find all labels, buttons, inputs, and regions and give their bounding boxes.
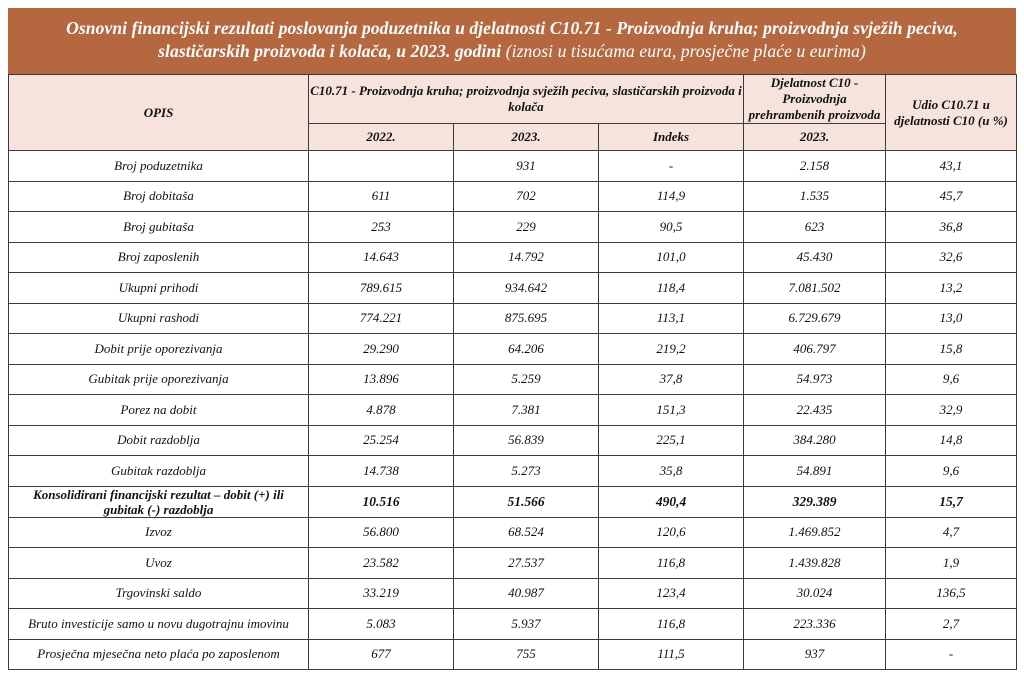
row-value-index: 118,4 — [599, 273, 744, 304]
table-row — [9, 181, 1017, 212]
row-value-index: 35,8 — [599, 456, 744, 487]
row-value-index: - — [599, 151, 744, 182]
row-value-2023: 7.381 — [454, 395, 599, 426]
row-value-share: 9,6 — [886, 456, 1017, 487]
row-value-2023: 229 — [454, 212, 599, 243]
row-description: Broj poduzetnika — [9, 151, 309, 182]
row-value-index: 111,5 — [599, 639, 744, 670]
row-value-2022: 611 — [309, 181, 454, 212]
header-group-c1071: C10.71 - Proizvodnja kruha; proizvodnja svježih peciva, slastičarskih proizvoda i kolača — [309, 75, 744, 124]
table-row — [9, 212, 1017, 243]
row-value-2022: 14.643 — [309, 242, 454, 273]
row-description: Dobit prije oporezivanja — [9, 334, 309, 365]
row-value-2023: 875.695 — [454, 303, 599, 334]
row-description: Gubitak prije oporezivanja — [9, 364, 309, 395]
header-udio: Udio C10.71 u djelatnosti C10 (u %) — [886, 75, 1017, 151]
row-value-2023: 934.642 — [454, 273, 599, 304]
row-value-c10-2023: 1.535 — [744, 181, 886, 212]
row-value-index: 90,5 — [599, 212, 744, 243]
row-value-share: 2,7 — [886, 609, 1017, 640]
row-value-2023: 5.259 — [454, 364, 599, 395]
row-value-share: 15,7 — [886, 486, 1017, 517]
row-value-c10-2023: 2.158 — [744, 151, 886, 182]
row-value-share: 13,0 — [886, 303, 1017, 334]
row-value-2022: 23.582 — [309, 548, 454, 579]
table-row — [9, 395, 1017, 426]
table-row — [9, 609, 1017, 640]
table-title-banner — [8, 8, 1016, 74]
row-value-2022: 14.738 — [309, 456, 454, 487]
row-value-index: 490,4 — [599, 486, 744, 517]
table-body — [9, 151, 1017, 670]
row-value-2023: 68.524 — [454, 517, 599, 548]
row-value-2023: 56.839 — [454, 425, 599, 456]
table-title-strong: Osnovni financijski rezultati poslovanja poduzetnika u djelatnosti C10.71 - Proizvodnja kruha; proizvodnja svježih peciva, slastičarskih proizvoda i kolača, u 2023. godini — [66, 18, 958, 61]
row-description: Ukupni rashodi — [9, 303, 309, 334]
row-value-share: - — [886, 639, 1017, 670]
row-value-share: 43,1 — [886, 151, 1017, 182]
table-title-light: (iznosi u tisućama eura, prosječne plaće u eurima) — [505, 41, 866, 61]
table-header — [9, 75, 1017, 151]
row-value-c10-2023: 406.797 — [744, 334, 886, 365]
row-value-c10-2023: 1.439.828 — [744, 548, 886, 579]
row-value-c10-2023: 54.973 — [744, 364, 886, 395]
row-value-c10-2023: 6.729.679 — [744, 303, 886, 334]
row-value-share: 45,7 — [886, 181, 1017, 212]
row-value-c10-2023: 623 — [744, 212, 886, 243]
row-value-2023: 5.937 — [454, 609, 599, 640]
row-value-c10-2023: 30.024 — [744, 578, 886, 609]
table-row — [9, 242, 1017, 273]
row-value-share: 13,2 — [886, 273, 1017, 304]
row-value-index: 101,0 — [599, 242, 744, 273]
row-value-c10-2023: 329.389 — [744, 486, 886, 517]
table-row — [9, 151, 1017, 182]
row-value-c10-2023: 223.336 — [744, 609, 886, 640]
row-value-c10-2023: 54.891 — [744, 456, 886, 487]
row-description: Dobit razdoblja — [9, 425, 309, 456]
header-group-c10: Djelatnost C10 - Proizvodnja prehrambenih proizvoda — [744, 75, 886, 124]
row-description: Uvoz — [9, 548, 309, 579]
table-row — [9, 364, 1017, 395]
row-value-2022: 4.878 — [309, 395, 454, 426]
row-value-2022: 33.219 — [309, 578, 454, 609]
row-description: Prosječna mjesečna neto plaća po zaposlenom — [9, 639, 309, 670]
row-value-2023: 51.566 — [454, 486, 599, 517]
table-header-row-groups — [9, 75, 1017, 124]
row-value-c10-2023: 7.081.502 — [744, 273, 886, 304]
row-description: Gubitak razdoblja — [9, 456, 309, 487]
table-row — [9, 639, 1017, 670]
row-value-2023: 64.206 — [454, 334, 599, 365]
table-row — [9, 273, 1017, 304]
table-row — [9, 456, 1017, 487]
row-value-index: 114,9 — [599, 181, 744, 212]
row-value-c10-2023: 384.280 — [744, 425, 886, 456]
row-value-2022: 253 — [309, 212, 454, 243]
row-value-2023: 27.537 — [454, 548, 599, 579]
row-value-2023: 40.987 — [454, 578, 599, 609]
row-description: Broj dobitaša — [9, 181, 309, 212]
table-row — [9, 548, 1017, 579]
row-value-2023: 931 — [454, 151, 599, 182]
row-value-2022: 789.615 — [309, 273, 454, 304]
row-value-c10-2023: 1.469.852 — [744, 517, 886, 548]
row-value-2022: 774.221 — [309, 303, 454, 334]
row-value-2023: 5.273 — [454, 456, 599, 487]
row-description: Konsolidirani financijski rezultat – dobit (+) ili gubitak (-) razdoblja — [9, 486, 309, 517]
row-value-2022: 10.516 — [309, 486, 454, 517]
table-row — [9, 486, 1017, 517]
row-value-2022: 5.083 — [309, 609, 454, 640]
row-value-share: 1,9 — [886, 548, 1017, 579]
row-value-index: 120,6 — [599, 517, 744, 548]
row-description: Broj gubitaša — [9, 212, 309, 243]
row-value-index: 123,4 — [599, 578, 744, 609]
row-value-index: 116,8 — [599, 609, 744, 640]
row-description: Izvoz — [9, 517, 309, 548]
row-description: Broj zaposlenih — [9, 242, 309, 273]
row-value-2022: 56.800 — [309, 517, 454, 548]
table-row — [9, 334, 1017, 365]
table-row — [9, 303, 1017, 334]
row-description: Trgovinski saldo — [9, 578, 309, 609]
row-value-share: 136,5 — [886, 578, 1017, 609]
row-value-2022: 13.896 — [309, 364, 454, 395]
row-value-c10-2023: 22.435 — [744, 395, 886, 426]
table-title-text — [24, 17, 1000, 63]
header-opis: OPIS — [9, 75, 309, 151]
row-value-2023: 755 — [454, 639, 599, 670]
row-value-2022: 677 — [309, 639, 454, 670]
row-value-c10-2023: 937 — [744, 639, 886, 670]
row-value-index: 116,8 — [599, 548, 744, 579]
row-value-share: 4,7 — [886, 517, 1017, 548]
row-value-index: 219,2 — [599, 334, 744, 365]
row-value-share: 32,9 — [886, 395, 1017, 426]
header-sub-2022: 2022. — [309, 124, 454, 151]
row-value-index: 225,1 — [599, 425, 744, 456]
row-value-index: 151,3 — [599, 395, 744, 426]
header-sub-indeks: Indeks — [599, 124, 744, 151]
row-value-share: 9,6 — [886, 364, 1017, 395]
header-sub-2023: 2023. — [454, 124, 599, 151]
row-value-c10-2023: 45.430 — [744, 242, 886, 273]
row-description: Porez na dobit — [9, 395, 309, 426]
financial-results-table — [8, 74, 1017, 670]
row-value-index: 37,8 — [599, 364, 744, 395]
row-value-share: 15,8 — [886, 334, 1017, 365]
header-sub-c10-2023: 2023. — [744, 124, 886, 151]
row-value-2022: 29.290 — [309, 334, 454, 365]
row-value-2022 — [309, 151, 454, 182]
table-row — [9, 517, 1017, 548]
table-row — [9, 578, 1017, 609]
row-value-2023: 14.792 — [454, 242, 599, 273]
row-value-2023: 702 — [454, 181, 599, 212]
row-value-share: 32,6 — [886, 242, 1017, 273]
row-value-2022: 25.254 — [309, 425, 454, 456]
row-description: Bruto investicije samo u novu dugotrajnu imovinu — [9, 609, 309, 640]
row-description: Ukupni prihodi — [9, 273, 309, 304]
row-value-share: 14,8 — [886, 425, 1017, 456]
table-row — [9, 425, 1017, 456]
row-value-index: 113,1 — [599, 303, 744, 334]
row-value-share: 36,8 — [886, 212, 1017, 243]
